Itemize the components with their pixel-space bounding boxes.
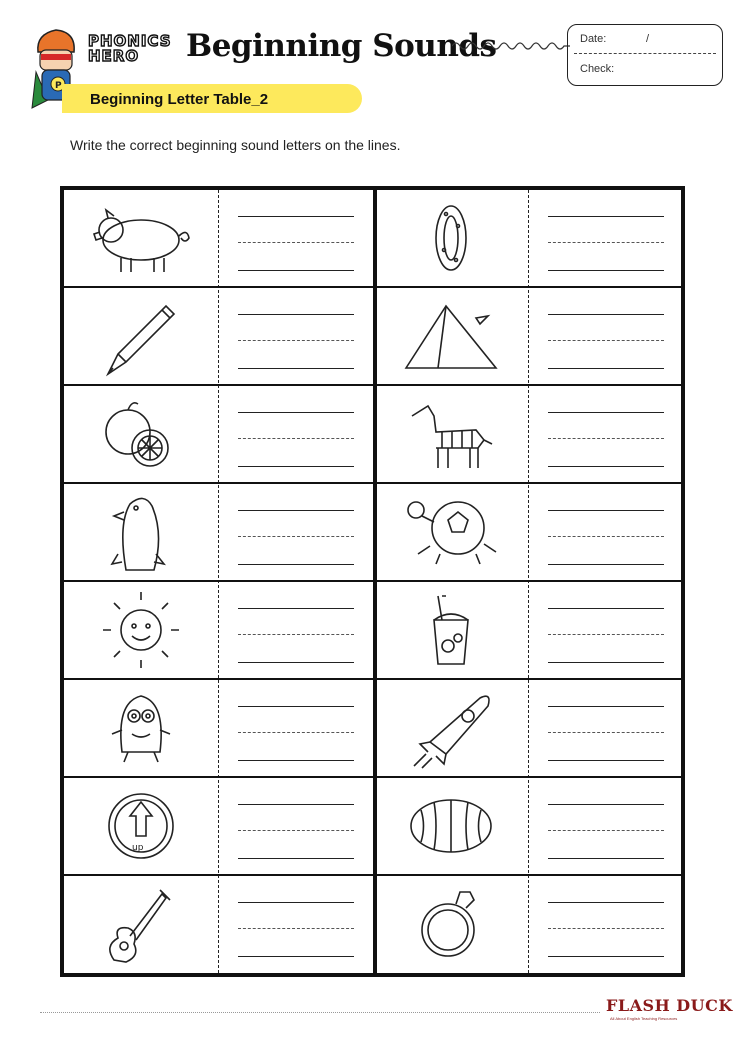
flash-duck-tagline: All About English Teaching Resources — [610, 1016, 678, 1021]
watermelon-icon — [376, 778, 526, 874]
penguin-icon — [66, 484, 216, 580]
page-title: Beginning Sounds — [186, 28, 497, 64]
check-label: Check: — [580, 63, 615, 75]
pig-icon — [66, 190, 216, 286]
zero-icon — [376, 190, 526, 286]
date-separator — [574, 53, 716, 54]
beginning-letter-table — [60, 186, 685, 977]
up-sign-icon — [66, 778, 216, 874]
svg-text:P: P — [55, 81, 62, 91]
answer-lines[interactable] — [548, 216, 664, 276]
phonics-hero-logo — [88, 34, 180, 64]
turtle-icon — [376, 484, 526, 580]
orange-icon — [66, 386, 216, 482]
worksheet-header — [0, 0, 748, 120]
rocket-icon — [376, 680, 526, 776]
answer-lines[interactable] — [238, 412, 354, 472]
answer-lines[interactable] — [548, 706, 664, 766]
answer-lines[interactable] — [238, 510, 354, 570]
date-label: Date: — [580, 33, 607, 45]
answer-lines[interactable] — [238, 216, 354, 276]
answer-lines[interactable] — [548, 412, 664, 472]
date-slash: / — [646, 33, 650, 45]
answer-lines[interactable] — [238, 804, 354, 864]
zebra-icon — [376, 386, 526, 482]
answer-lines[interactable] — [238, 706, 354, 766]
yogurt-icon — [376, 582, 526, 678]
monster-icon — [66, 680, 216, 776]
answer-lines[interactable] — [548, 510, 664, 570]
sun-icon — [66, 582, 216, 678]
svg-text:up: up — [132, 843, 144, 853]
logo-line-phonics: PHONICS — [88, 32, 172, 50]
answer-lines[interactable] — [548, 804, 664, 864]
pyramid-icon — [376, 288, 526, 384]
instruction-text: Write the correct beginning sound letters on the lines. — [70, 137, 401, 153]
squiggle-decoration — [452, 38, 570, 52]
worksheet-subtitle: Beginning Letter Table_2 — [90, 91, 269, 108]
pencil-icon — [66, 288, 216, 384]
answer-lines[interactable] — [238, 608, 354, 668]
answer-lines[interactable] — [238, 902, 354, 962]
date-check-box — [567, 24, 723, 86]
answer-lines[interactable] — [548, 608, 664, 668]
flash-duck-logo: FLASH DUCK — [606, 996, 733, 1015]
answer-lines[interactable] — [548, 314, 664, 374]
answer-lines[interactable] — [548, 902, 664, 962]
ring-icon — [376, 876, 526, 972]
answer-lines[interactable] — [238, 314, 354, 374]
logo-line-hero: HERO — [88, 47, 140, 65]
guitar-icon — [66, 876, 216, 972]
footer-divider — [40, 1012, 600, 1013]
